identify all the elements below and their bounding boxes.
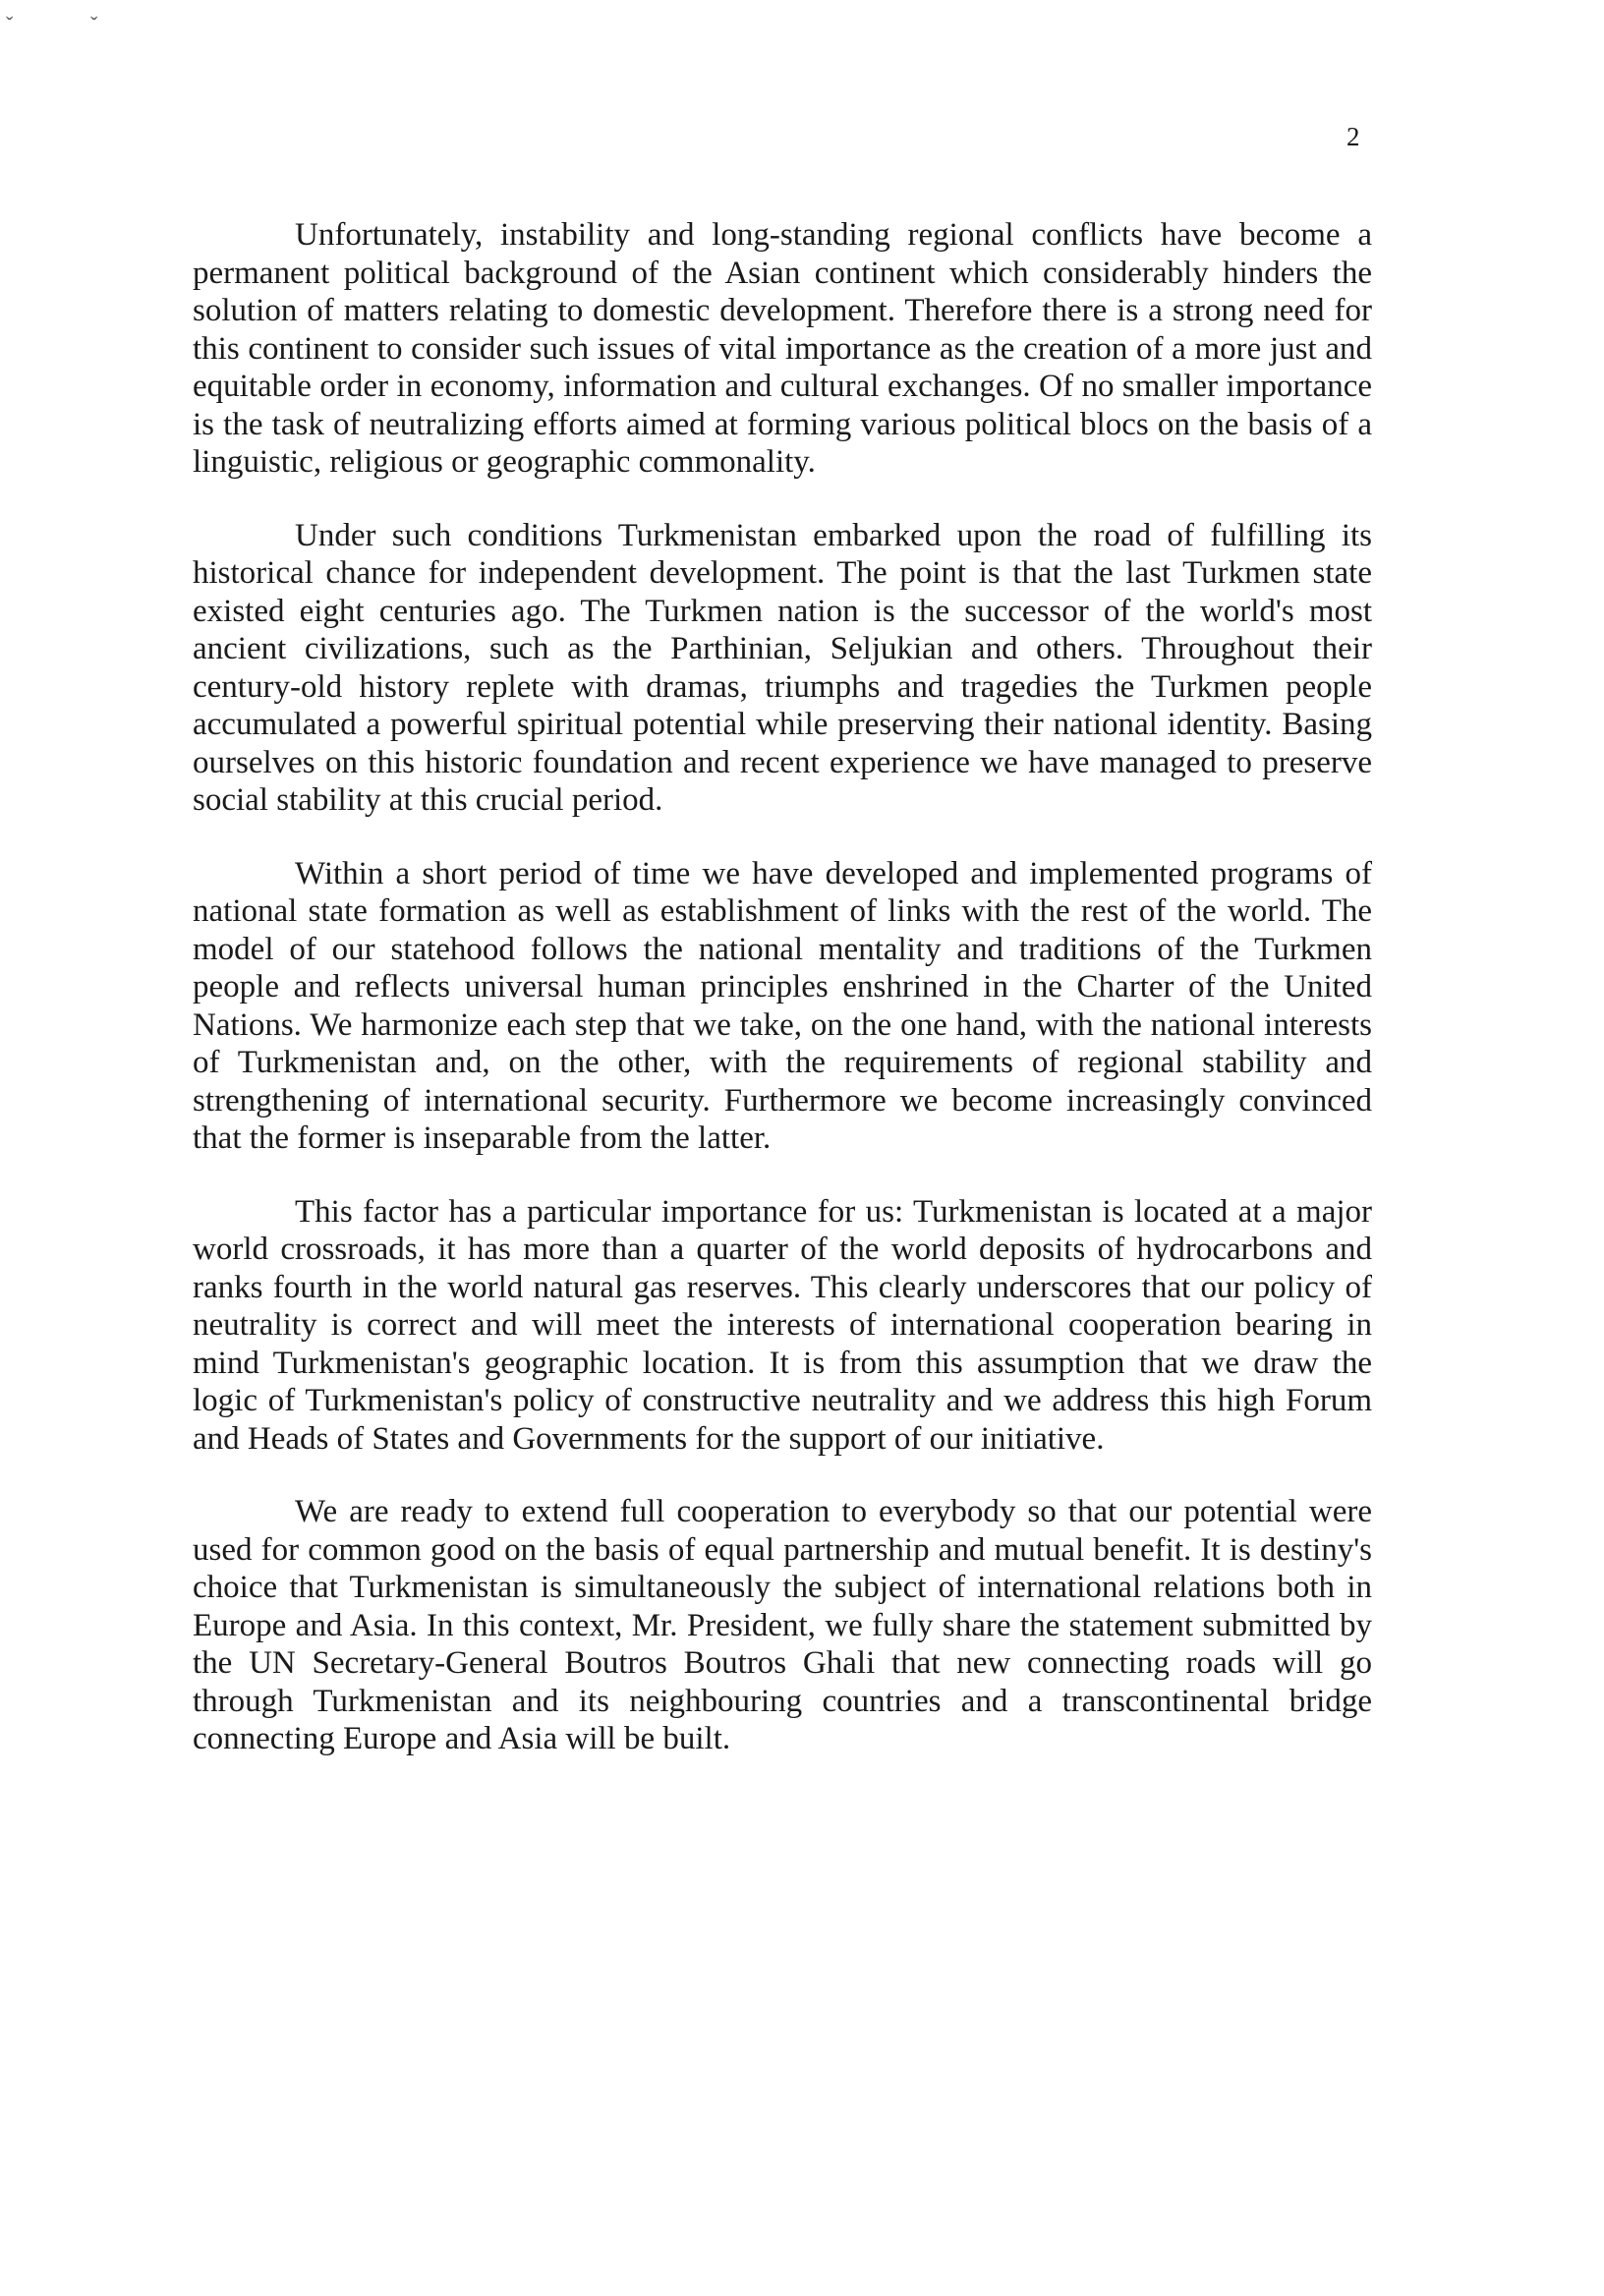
paragraph-neutrality-policy: This factor has a particular importance for us: Turkmenistan is located at a major world crossroads, it has more than a quarter of the world deposits of hydrocarbons and ranks fourth in the world natural gas reserves. This clearly underscores that our policy of neutrality is correct and will meet the interests of international cooperation bearing in mind Turkmenistan's geographic location. It is from this assumption that we draw the logic of Turkmenistan's policy of constructive neutrality and we address this high Forum and Heads of States and Governments for the support of our initiative.: [193, 1193, 1372, 1457]
paragraph-regional-instability: Unfortunately, instability and long-standing regional conflicts have become a permanent political background of the Asian continent which considerably hinders the solution of matters relating to domestic development. Therefore there is a strong need for this continent to consider such issues of vital importance as the creation of a more just and equitable order in economy, information and cultural exchanges. Of no smaller importance is the task of neutralizing efforts aimed at forming various political blocs on the basis of a linguistic, religious or geographic commonality.: [193, 217, 1372, 480]
scan-mark-left: ˇ: [6, 12, 14, 36]
document-body: [193, 216, 1372, 1794]
scan-mark-right: ˇ: [90, 12, 98, 36]
paragraph-turkmen-history: Under such conditions Turkmenistan embarked upon the road of fulfilling its historical chance for independent development. The point is that the last Turkmen state existed eight centuries ago. The Turkmen nation is the successor of the world's most ancient civilizations, such as the Parthinian, Seljukian and others. Throughout their century-old history replete with dramas, triumphs and tragedies the Turkmen people accumulated a powerful spiritual potential while preserving their national identity. Basing ourselves on this historic foundation and recent experience we have managed to preserve social stability at this crucial period.: [193, 517, 1372, 818]
page-number: 2: [1346, 122, 1360, 151]
paragraph-cooperation: We are ready to extend full cooperation to everybody so that our potential were used for common good on the basis of equal partnership and mutual benefit. It is destiny's choice that Turkmenistan is simultaneously the subject of international relations both in Europe and Asia. In this context, Mr. President, we fully share the statement submitted by the UN Secretary-General Boutros Boutros Ghali that new connecting roads will go through Turkmenistan and its neighbouring countries and a transcontinental bridge connecting Europe and Asia will be built.: [193, 1494, 1372, 1756]
paragraph-national-state-formation: Within a short period of time we have developed and implemented programs of national state formation as well as establishment of links with the rest of the world. The model of our statehood follows the national mentality and traditions of the Turkmen people and reflects universal human principles enshrined in the Charter of the United Nations. We harmonize each step that we take, on the one hand, with the national interests of Turkmenistan and, on the other, with the requirements of regional stability and strengthening of international security. Furthermore we become increasingly convinced that the former is inseparable from the latter.: [193, 855, 1372, 1156]
